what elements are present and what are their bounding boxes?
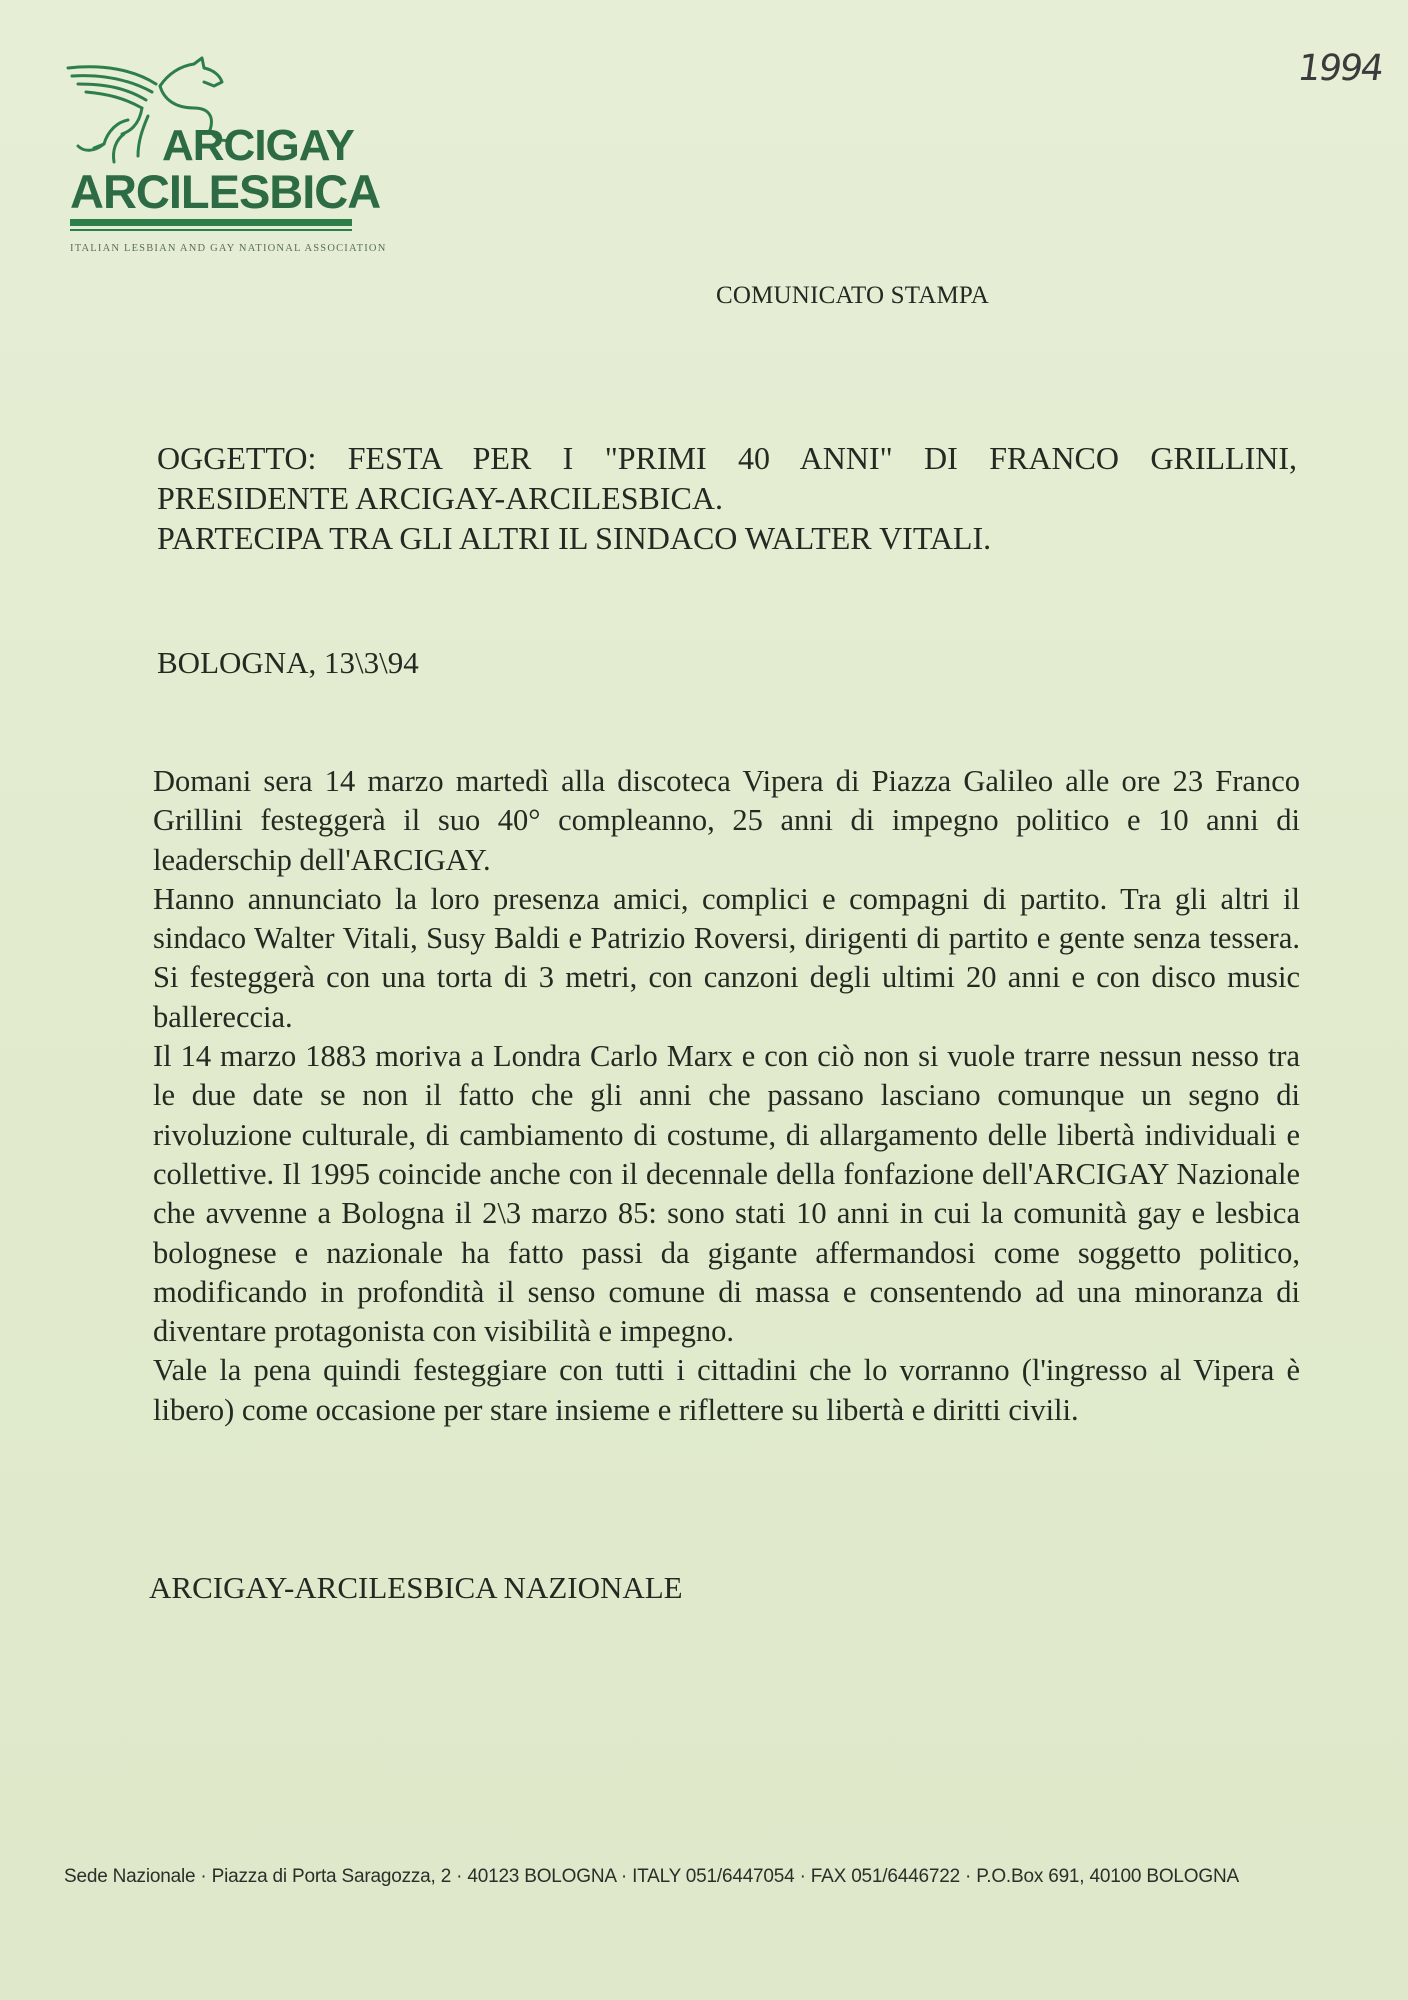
handwritten-year: 1994 bbox=[1295, 48, 1385, 89]
body-paragraph-2: Hanno annunciato la loro presenza amici, complici e compagni di partito. Tra gli altri il sindaco Walter Vitali, Susy Baldi e Patrizio Roversi, dirigenti di partito e gente senza tessera. Si festeggerà con una torta di 3 metri, con canzoni degli ultimi 20 anni e con disco music ballereccia. bbox=[153, 881, 1300, 1034]
logo-text-arcigay: ARCIGAY bbox=[162, 121, 354, 170]
organization-logo bbox=[64, 56, 387, 266]
subject-line-2: PRESIDENTE ARCIGAY-ARCILESBICA. bbox=[157, 480, 723, 516]
document-type-label: COMUNICATO STAMPA bbox=[716, 282, 989, 309]
place-date: BOLOGNA, 13\3\94 bbox=[157, 645, 419, 680]
body-paragraph-3: Il 14 marzo 1883 moriva a Londra Carlo Marx e con ciò non si vuole trarre nessun nesso tra le due date se non il fatto che gli anni che passano lasciano comunque un segno di rivoluzione culturale, di cambiamento di costume, di allargamento delle libertà individuali e collettive. Il 1995 coincide anche con il decennale della fonfazione dell'ARCIGAY Nazionale che avvenne a Bologna il 2\3 marzo 85: sono stati 10 anni in cui la comunità gay e lesbica bolognese e nazionale ha fatto passi da gigante affermandosi come soggetto politico, modificando in profondità il senso comune di massa e consentendo ad una minoranza di diventare protagonista con visibilità e impegno. bbox=[153, 1039, 1300, 1349]
subject-line-1: OGGETTO: FESTA PER I "PRIMI 40 ANNI" DI FRANCO GRILLINI, bbox=[157, 440, 1297, 476]
footer-address: Sede Nazionale · Piazza di Porta Saragozza, 2 · 40123 BOLOGNA · ITALY 051/6447054 · FAX 051/6446722 · P.O.Box 691, 40100 BOLOGNA bbox=[64, 1866, 1239, 1887]
subject-line-3: PARTECIPA TRA GLI ALTRI IL SINDACO WALTER VITALI. bbox=[157, 520, 992, 556]
signature: ARCIGAY-ARCILESBICA NAZIONALE bbox=[149, 1570, 683, 1605]
logo-underline bbox=[70, 219, 352, 226]
logo-underline-thin bbox=[70, 229, 352, 231]
logo-tagline: ITALIAN LESBIAN AND GAY NATIONAL ASSOCIATION bbox=[70, 243, 387, 254]
body-paragraph-1: Domani sera 14 marzo martedì alla discoteca Vipera di Piazza Galileo alle ore 23 Franco Grillini festeggerà il suo 40° compleanno, 25 anni di impegno politico e 10 anni di leaderschip dell'ARCIGAY. bbox=[153, 764, 1300, 877]
body-paragraph-4: Vale la pena quindi festeggiare con tutti i cittadini che lo vorranno (l'ingresso al Vipera è libero) come occasione per stare insieme e riflettere su libertà e diritti civili. bbox=[153, 1353, 1300, 1427]
body-text bbox=[153, 762, 1300, 1430]
subject-block bbox=[157, 438, 1297, 558]
logo-text-arcilesbica: ARCILESBICA bbox=[70, 165, 381, 218]
